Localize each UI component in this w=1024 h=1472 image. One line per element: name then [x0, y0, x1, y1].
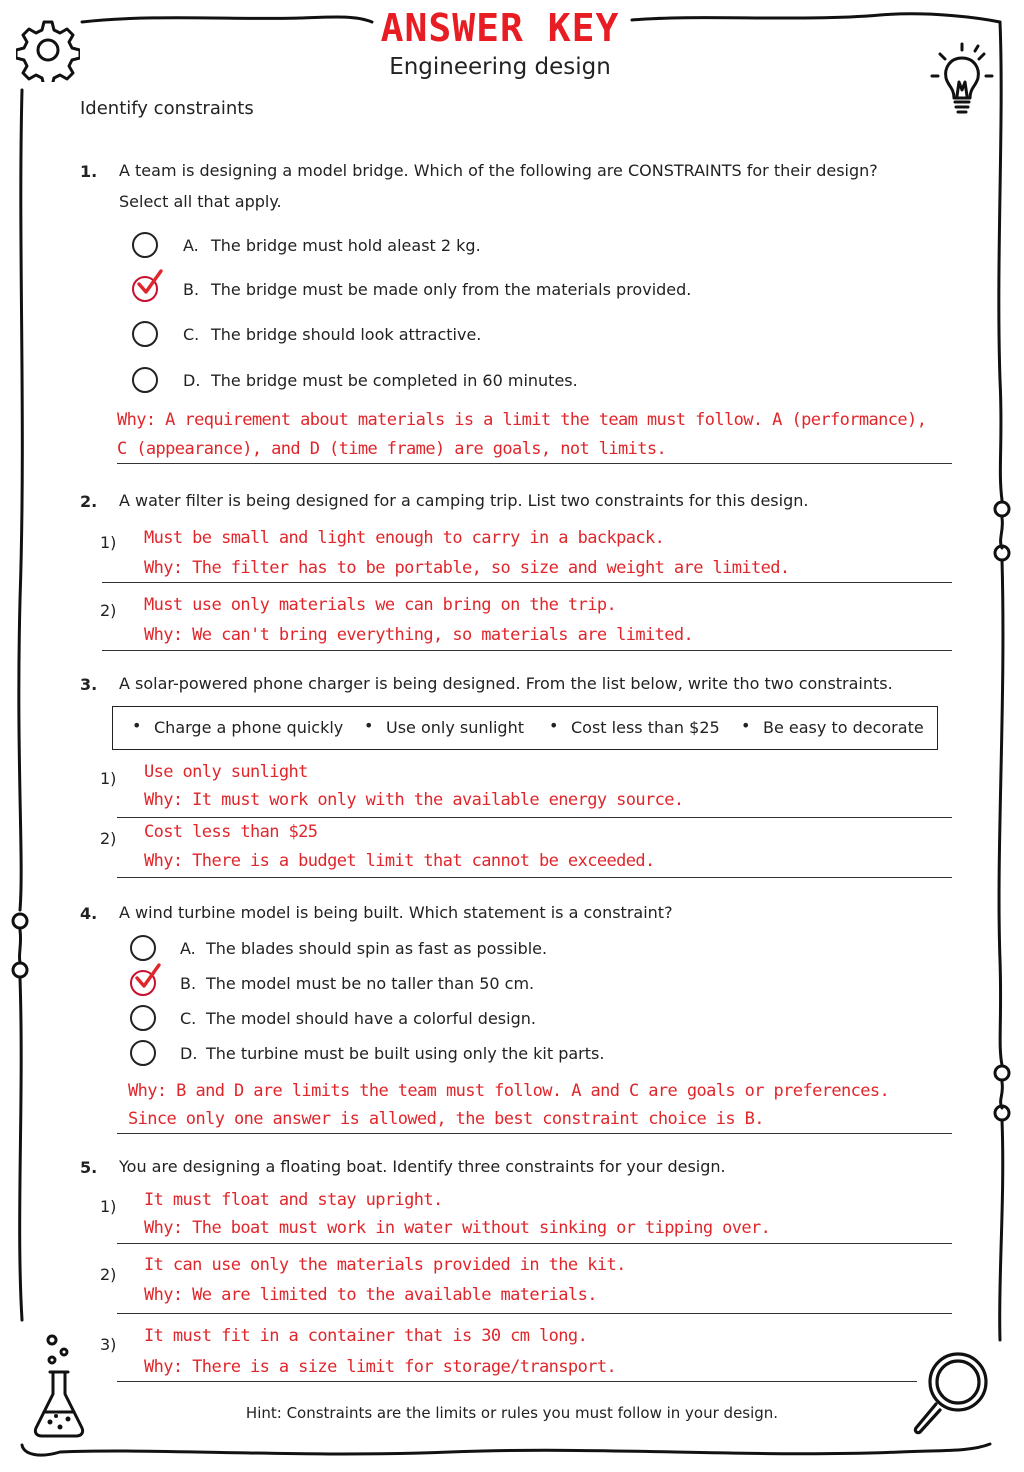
- option-c-letter: C.: [183, 325, 200, 344]
- option-b-text: The model must be no taller than 50 cm.: [206, 974, 535, 993]
- answer-number: 2): [100, 601, 117, 620]
- answer-line: [117, 1381, 917, 1382]
- answer-number: 2): [100, 1265, 117, 1284]
- option-a-letter: A.: [180, 939, 196, 958]
- option-d-text: The turbine must be built using only the kit parts.: [206, 1044, 605, 1063]
- option-a-letter: A.: [183, 236, 199, 255]
- bullet: •: [364, 716, 374, 735]
- option-a-radio[interactable]: [130, 935, 156, 961]
- bullet: •: [549, 716, 559, 735]
- question-number: 1.: [80, 162, 98, 181]
- answer-line: [117, 817, 952, 818]
- lightbulb-icon: [926, 40, 998, 122]
- option-c-letter: C.: [180, 1009, 197, 1028]
- answer-explanation: Why: The boat must work in water without sinking or tipping over.: [144, 1218, 771, 1238]
- option-b-text: The bridge must be made only from the materials provided.: [211, 280, 692, 299]
- question-text: A solar-powered phone charger is being designed. From the list below, write tho two constraints.: [119, 674, 893, 693]
- question-text: Select all that apply.: [119, 192, 282, 211]
- answer-explanation: Why: There is a size limit for storage/transport.: [144, 1357, 617, 1377]
- word-bank-item: Cost less than $25: [571, 718, 720, 737]
- check-icon: [133, 268, 163, 298]
- answer-line: [117, 1243, 952, 1244]
- answer-number: 2): [100, 829, 117, 848]
- option-a-radio[interactable]: [132, 232, 158, 258]
- option-c-text: The bridge should look attractive.: [211, 325, 482, 344]
- option-d-radio[interactable]: [132, 367, 158, 393]
- option-c-radio[interactable]: [132, 321, 158, 347]
- flask-icon: [28, 1332, 92, 1442]
- answer-text: Must use only materials we can bring on the trip.: [144, 595, 617, 615]
- question-number: 4.: [80, 904, 98, 923]
- option-c-radio[interactable]: [130, 1005, 156, 1031]
- answer-text: Use only sunlight: [144, 762, 308, 782]
- option-d-letter: D.: [183, 371, 201, 390]
- question-text: You are designing a floating boat. Identify three constraints for your design.: [119, 1157, 726, 1176]
- answer-text: Cost less than $25: [144, 822, 318, 842]
- question-number: 3.: [80, 675, 98, 694]
- question-text: A wind turbine model is being built. Which statement is a constraint?: [119, 903, 673, 922]
- option-b-letter: B.: [183, 280, 200, 299]
- answer-text: It must fit in a container that is 30 cm long.: [144, 1326, 588, 1346]
- answer-text: It must float and stay upright.: [144, 1190, 443, 1210]
- answer-explanation: C (appearance), and D (time frame) are goals, not limits.: [117, 439, 667, 459]
- answer-explanation: Why: B and D are limits the team must follow. A and C are goals or preferences.: [128, 1081, 890, 1101]
- hint-text: Hint: Constraints are the limits or rules you must follow in your design.: [245, 1404, 779, 1422]
- answer-explanation: Why: The filter has to be portable, so size and weight are limited.: [144, 558, 790, 578]
- word-bank-item: Be easy to decorate: [763, 718, 924, 737]
- check-icon: [131, 962, 161, 992]
- option-a-text: The bridge must hold aleast 2 kg.: [211, 236, 481, 255]
- option-d-radio[interactable]: [130, 1040, 156, 1066]
- answer-number: 1): [100, 533, 117, 552]
- question-text: A water filter is being designed for a camping trip. List two constraints for this design.: [119, 491, 809, 510]
- answer-line: [117, 1133, 952, 1134]
- option-a-text: The blades should spin as fast as possible.: [206, 939, 548, 958]
- answer-line: [117, 463, 952, 464]
- answer-number: 1): [100, 769, 117, 788]
- answer-explanation: Why: There is a budget limit that cannot be exceeded.: [144, 851, 655, 871]
- page-title: ANSWER KEY: [380, 6, 620, 50]
- answer-explanation: Why: A requirement about materials is a limit the team must follow. A (performance),: [117, 410, 927, 430]
- question-text: A team is designing a model bridge. Which of the following are CONSTRAINTS for their design?: [119, 161, 878, 180]
- answer-explanation: Why: We are limited to the available materials.: [144, 1285, 597, 1305]
- option-b-letter: B.: [180, 974, 197, 993]
- question-number: 5.: [80, 1158, 98, 1177]
- magnifier-icon: [908, 1348, 992, 1438]
- option-c-text: The model should have a colorful design.: [206, 1009, 536, 1028]
- answer-line: [102, 582, 952, 583]
- question-number: 2.: [80, 492, 98, 511]
- answer-line: [102, 650, 952, 651]
- option-d-letter: D.: [180, 1044, 198, 1063]
- answer-number: 1): [100, 1197, 117, 1216]
- answer-explanation: Why: We can't bring everything, so materials are limited.: [144, 625, 694, 645]
- answer-number: 3): [100, 1335, 117, 1354]
- bullet: •: [741, 716, 751, 735]
- section-heading: Identify constraints: [80, 98, 254, 119]
- answer-text: It can use only the materials provided in the kit.: [144, 1255, 626, 1275]
- answer-explanation: Why: It must work only with the available energy source.: [144, 790, 684, 810]
- answer-explanation: Since only one answer is allowed, the best constraint choice is B.: [128, 1109, 764, 1129]
- option-d-text: The bridge must be completed in 60 minutes.: [211, 371, 578, 390]
- word-bank-item: Use only sunlight: [386, 718, 524, 737]
- answer-line: [117, 1313, 952, 1314]
- answer-text: Must be small and light enough to carry in a backpack.: [144, 528, 665, 548]
- word-bank-item: Charge a phone quickly: [154, 718, 344, 737]
- page-subtitle: Engineering design: [389, 54, 611, 80]
- bullet: •: [132, 716, 142, 735]
- answer-line: [117, 877, 952, 878]
